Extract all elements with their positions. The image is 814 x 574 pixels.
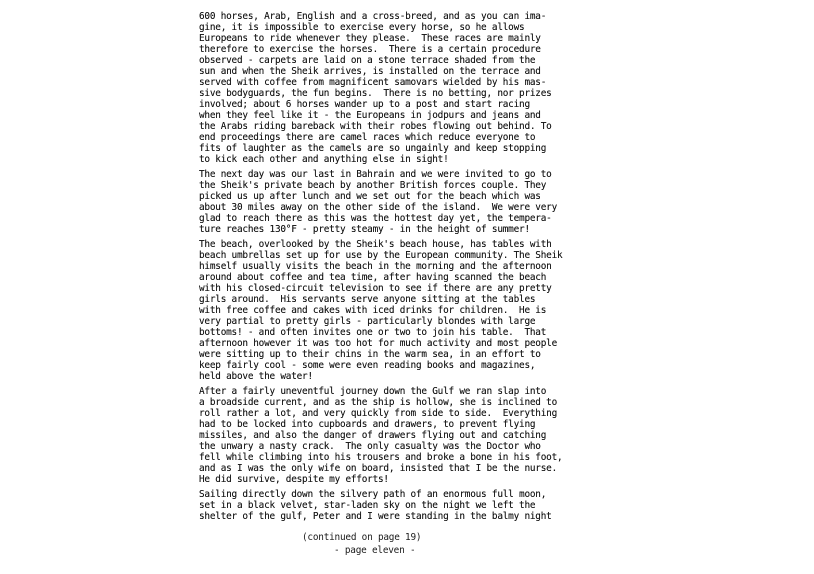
text-line: with his closed-circuit television to see if there are any pretty [199,283,552,294]
text-line: end proceedings there are camel races which reduce everyone to [199,132,536,143]
text-line: to kick each other and anything else in sight! [199,154,449,165]
text-line: and as I was the only wife on board, insisted that I be the nurse. [199,463,557,474]
body-text [199,11,609,526]
text-line: sun and when the Sheik arrives, is installed on the terrace and [199,66,541,77]
text-line: therefore to exercise the horses. There is a certain procedure [199,44,541,55]
text-line: sive bodyguards, the fun begins. There is no betting, nor prizes [199,88,552,99]
text-line: After a fairly uneventful journey down the Gulf we ran slap into [199,386,547,397]
text-line: around about coffee and tea time, after having scanned the beach [199,272,547,283]
text-line: ture reaches 130°F - pretty steamy - in the height of summer! [199,224,530,235]
text-line: a broadside current, and as the ship is hollow, she is inclined to [199,397,557,408]
text-line: when they feel like it - the Europeans in jodpurs and jeans and [199,110,541,121]
text-line: afternoon however it was too hot for much activity and most people [199,338,557,349]
text-line: Sailing directly down the silvery path of an enormous full moon, [199,489,547,500]
text-line: 600 horses, Arab, English and a cross-breed, and as you can ima- [199,11,547,22]
text-line: set in a black velvet, star-laden sky on the night we left the [199,500,536,511]
text-line: shelter of the gulf, Peter and I were standing in the balmy night [199,511,552,522]
text-line: The beach, overlooked by the Sheik's beach house, has tables with [199,239,552,250]
paragraph [199,489,609,522]
text-line: roll rather a lot, and very quickly from side to side. Everything [199,408,557,419]
text-line: himself usually visits the beach in the morning and the afternoon [199,261,552,272]
text-line: observed - carpets are laid on a stone terrace shaded from the [199,55,536,66]
text-line: the unwary a nasty crack. The only casualty was the Doctor who [199,441,541,452]
text-line: had to be locked into cupboards and drawers, to prevent flying [199,419,536,430]
text-line: girls around. His servants serve anyone sitting at the tables [199,294,536,305]
text-line: He did survive, despite my efforts! [199,474,389,485]
text-line: served with coffee from magnificent samovars wielded by his mas- [199,77,547,88]
text-line: bottoms! - and often invites one or two to join his table. That [199,327,547,338]
text-line: about 30 miles away on the other side of the island. We were very [199,202,557,213]
text-line: picked us up after lunch and we set out for the beach which was [199,191,541,202]
text-line: the Sheik's private beach by another British forces couple. They [199,180,547,191]
text-line: involved; about 6 horses wander up to a post and start racing [199,99,530,110]
text-line: the Arabs riding bareback with their robes flowing out behind. To [199,121,552,132]
text-line: with free coffee and cakes with iced drinks for children. He is [199,305,547,316]
text-line: fits of laughter as the camels are so ungainly and keep stopping [199,143,547,154]
text-line: glad to reach there as this was the hottest day yet, the tempera- [199,213,552,224]
text-line: fell while climbing into his trousers and broke a bone in his foot, [199,452,563,463]
paragraph [199,239,609,382]
paragraph [199,11,609,165]
text-line: missiles, and also the danger of drawers flying out and catching [199,430,547,441]
page-number: - page eleven - [334,545,416,556]
text-line: Europeans to ride whenever they please. These races are mainly [199,33,541,44]
text-line: beach umbrellas set up for use by the European community. The Sheik [199,250,563,261]
paragraph [199,386,609,485]
paragraph [199,169,609,235]
text-line: held above the water! [199,371,313,382]
text-line: The next day was our last in Bahrain and we were invited to go to [199,169,552,180]
text-line: keep fairly cool - some were even reading books and magazines, [199,360,536,371]
text-line: were sitting up to their chins in the warm sea, in an effort to [199,349,541,360]
text-line: very partial to pretty girls - particularly blondes with large [199,316,536,327]
text-line: gine, it is impossible to exercise every horse, so he allows [199,22,525,33]
continuation-note: (continued on page 19) [302,532,422,543]
